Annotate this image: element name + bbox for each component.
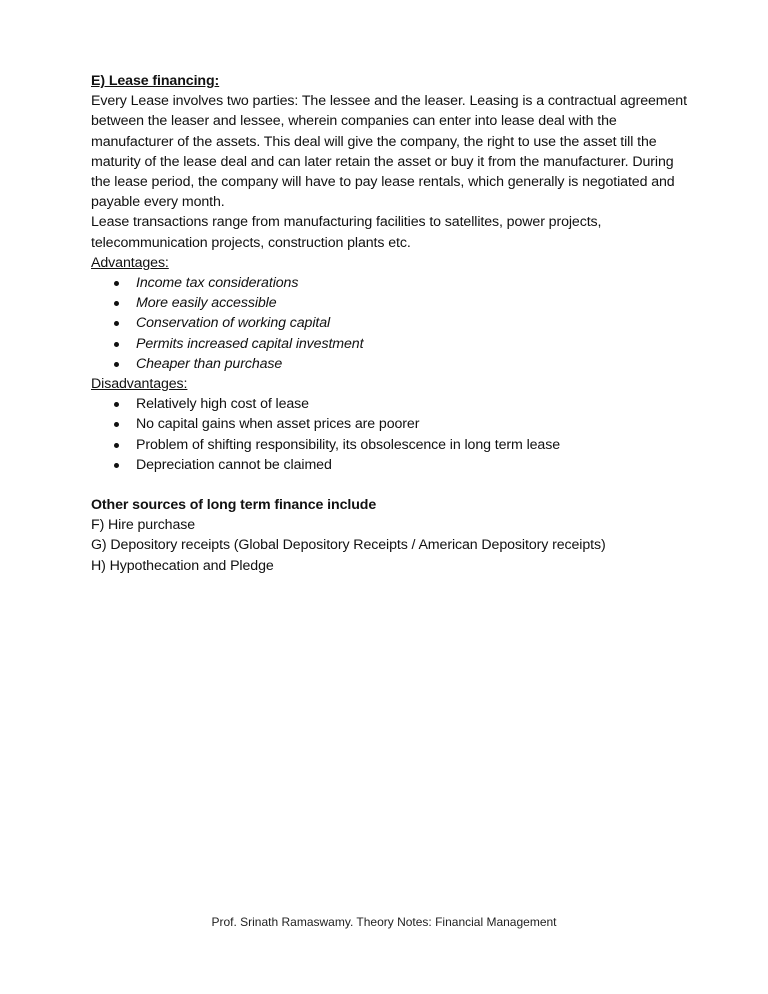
section-heading: E) Lease financing: <box>91 73 220 89</box>
bullet-icon <box>114 463 119 468</box>
disadvantages-label: Disadvantages: <box>91 376 188 393</box>
other-source-item: H) Hypothecation and Pledge <box>91 557 274 574</box>
list-item: Depreciation cannot be claimed <box>91 455 691 475</box>
bullet-icon <box>114 321 119 326</box>
bullet-icon <box>114 443 119 448</box>
list-item: No capital gains when asset prices are poorer <box>91 414 691 434</box>
lease-transactions-paragraph: Lease transactions range from manufacturing facilities to satellites, power projects, telecommunication projects, construction plants etc. <box>91 214 602 251</box>
spacer <box>91 475 691 495</box>
advantages-label: Advantages: <box>91 254 169 271</box>
bullet-icon <box>114 281 119 286</box>
other-source-item: F) Hire purchase <box>91 517 196 534</box>
other-source-item: G) Depository receipts (Global Depository Receipts / American Depository receipts) <box>91 537 606 554</box>
page-footer: Prof. Srinath Ramaswamy. Theory Notes: Financial Management <box>211 915 557 929</box>
other-sources-heading: Other sources of long term finance include <box>91 497 377 514</box>
bullet-icon <box>114 301 119 306</box>
list-item: More easily accessible <box>91 293 691 313</box>
bullet-icon <box>114 422 119 427</box>
list-item: Income tax considerations <box>91 273 691 293</box>
bullet-icon <box>114 362 119 367</box>
list-item: Cheaper than purchase <box>91 354 691 374</box>
list-item: Relatively high cost of lease <box>91 394 691 414</box>
bullet-icon <box>114 402 119 407</box>
lease-description-paragraph: Every Lease involves two parties: The lessee and the leaser. Leasing is a contractual agreement between the leaser and lessee, wherein companies can enter into lease deal with the manufacturer of the assets. This deal will give the company, the right to use the asset till the maturity of the lease deal and can later retain the asset or buy it from the manufacturer. During the lease period, the company will have to pay lease rentals, which generally is negotiated and payable every month. <box>91 93 687 211</box>
bullet-icon <box>114 342 119 347</box>
list-item: Problem of shifting responsibility, its obsolescence in long term lease <box>91 435 691 455</box>
list-item: Conservation of working capital <box>91 313 691 333</box>
page-content <box>91 71 691 576</box>
advantages-list <box>91 273 691 374</box>
list-item: Permits increased capital investment <box>91 334 691 354</box>
disadvantages-list <box>91 394 691 475</box>
